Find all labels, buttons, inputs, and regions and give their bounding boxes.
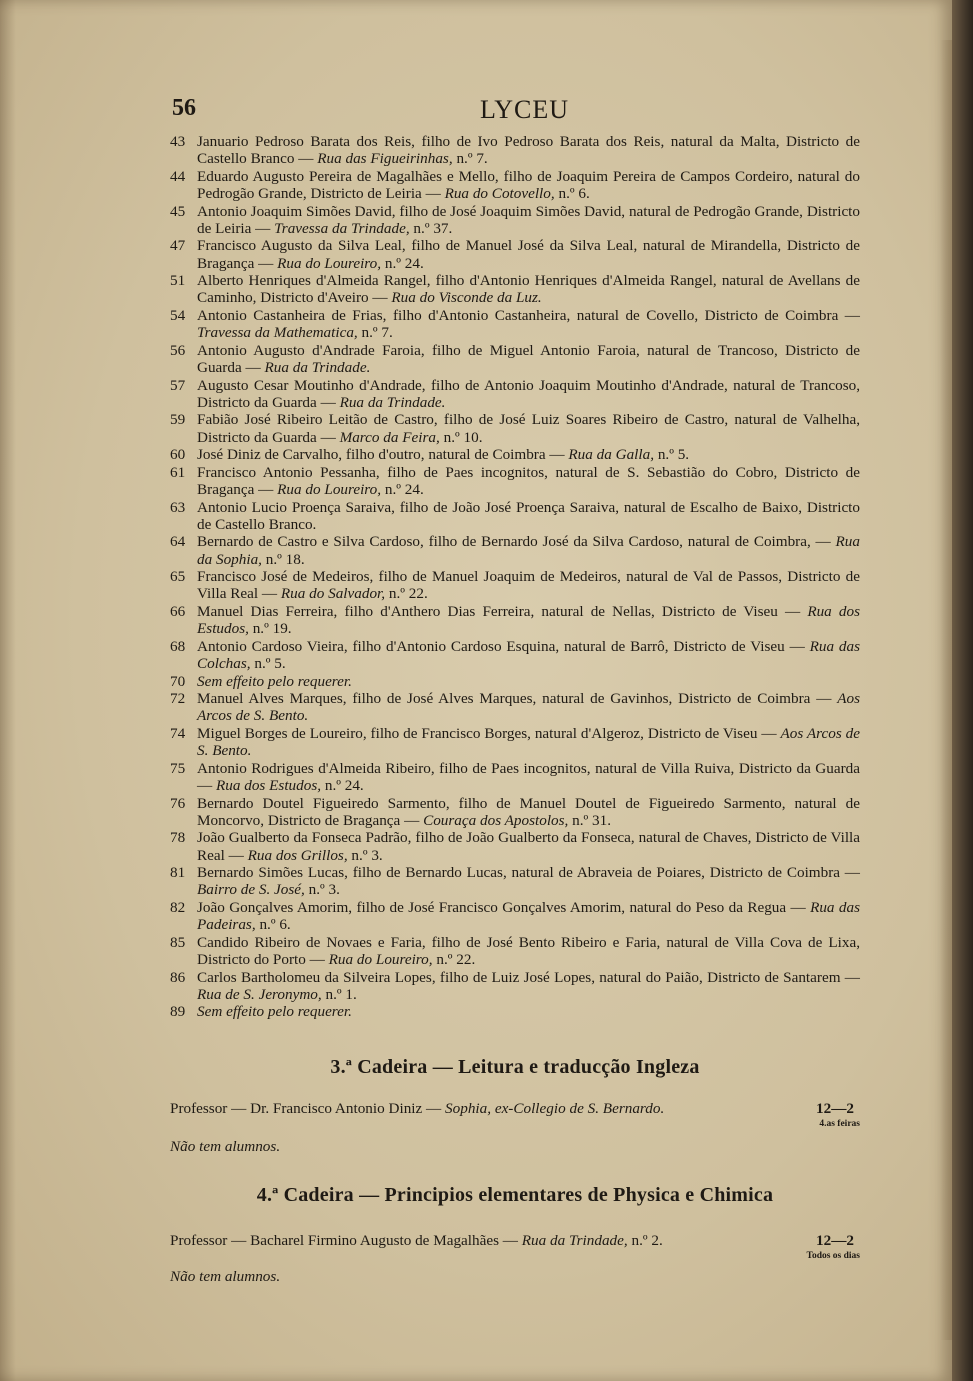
entry-address: Rua do Loureiro, xyxy=(328,950,433,968)
entry-address: Rua do Loureiro, xyxy=(277,480,382,498)
entry-address: Rua do Cotovello, xyxy=(444,185,555,202)
entry-address: Aos Arcos de S. Bento. xyxy=(197,690,860,725)
entry-address: Rua dos Grillos, xyxy=(247,846,348,864)
entry-house-number: n.º 24. xyxy=(321,776,364,794)
binding-shadow xyxy=(0,0,16,1381)
entry-number: 47 xyxy=(170,237,186,255)
entry-text: Candido Ribeiro de Novaes e Faria, filho de José Bento Ribeiro e Faria, natural de Villa Cova de Lixa, Districto do Porto — xyxy=(197,933,860,968)
list-item xyxy=(170,307,860,341)
section-4-professor-name: Professor — Bacharel Firmino Augusto de Magalhães — xyxy=(170,1232,522,1249)
entry-address: Sem effeito pelo requerer. xyxy=(197,1003,352,1021)
section-4-heading: 4.ª Cadeira — Principios elementares de Physica e Chimica xyxy=(256,1184,774,1206)
list-item xyxy=(170,237,860,271)
list-item xyxy=(170,568,860,602)
entry-number: 45 xyxy=(170,202,186,220)
entry-house-number: n.º 7. xyxy=(357,324,393,342)
entry-text: Francisco José de Medeiros, filho de Manuel Joaquim de Medeiros, natural de Val de Passos, Districto de Villa Real — xyxy=(197,568,860,603)
entry-number: 60 xyxy=(170,446,186,464)
entry-address: Rua dos Estudos, xyxy=(215,776,322,794)
section-3-professor-address: Sophia, ex-Collegio de S. Bernardo. xyxy=(445,1100,665,1117)
entry-house-number: n.º 5. xyxy=(250,654,286,672)
list-item xyxy=(170,795,860,829)
entry-number: 65 xyxy=(170,568,186,586)
entry-text: Miguel Borges de Loureiro, filho de Francisco Borges, natural d'Algeroz, Districto de Viseu — xyxy=(197,724,781,742)
entry-text: Antonio Castanheira de Frias, filho d'Antonio Castanheira, natural de Covello, Districto de Coimbra — xyxy=(197,306,860,324)
list-item xyxy=(170,499,860,533)
section-3-days: 4.as feiras xyxy=(819,1119,860,1129)
entry-house-number: n.º 37. xyxy=(409,219,453,237)
entry-number: 74 xyxy=(170,724,186,742)
list-item xyxy=(170,864,860,898)
entry-text: Manuel Alves Marques, filho de José Alves Marques, natural de Gavinhos, Districto de Coimbra — xyxy=(197,690,838,708)
section-3-hours: 12—2 xyxy=(816,1100,854,1117)
entry-number: 75 xyxy=(170,759,186,777)
entry-number: 86 xyxy=(170,968,186,986)
section-4-professor xyxy=(170,1232,663,1250)
list-item xyxy=(170,934,860,968)
section-4-professor-address: Rua da Trindade, xyxy=(521,1232,628,1249)
list-item xyxy=(170,272,860,306)
entry-text: Bernardo de Castro e Silva Cardoso, filho de Bernardo José da Silva Cardoso, natural de Coimbra, — xyxy=(197,533,836,551)
entry-house-number: n.º 24. xyxy=(381,254,424,272)
list-item xyxy=(170,899,860,933)
entry-house-number: n.º 22. xyxy=(432,950,476,968)
book-edge xyxy=(952,0,973,1381)
section-3-professor xyxy=(170,1100,664,1118)
list-item xyxy=(170,725,860,759)
entry-house-number: n.º 5. xyxy=(654,446,690,464)
entry-address: Rua dos Estudos, xyxy=(197,602,860,638)
entry-text: Francisco Antonio Pessanha, filho de Paes incognitos, natural de S. Sebastião do Cobro, Districto de Bragança — xyxy=(197,463,860,498)
section-4-days: Todos os dias xyxy=(806,1251,860,1261)
entry-house-number: n.º 10. xyxy=(439,428,483,446)
list-item xyxy=(170,377,860,411)
entry-number: 57 xyxy=(170,376,186,394)
list-item xyxy=(170,342,860,376)
entry-house-number: n.º 19. xyxy=(248,620,292,638)
list-item xyxy=(170,603,860,637)
list-item xyxy=(170,969,860,1003)
entry-number: 81 xyxy=(170,864,186,882)
entry-number: 44 xyxy=(170,167,186,185)
entry-text: Alberto Henriques d'Almeida Rangel, filho d'Antonio Henriques d'Almeida Rangel, natural de Avellans de Caminho, Districto d'Aveiro — xyxy=(197,272,860,307)
entry-address: Rua da Sophia, xyxy=(197,533,860,568)
entry-text: Fabião José Ribeiro Leitão de Castro, filho de José Luiz Soares Ribeiro de Castro, natural de Valhelha, Districto da Guarda — xyxy=(197,411,860,446)
entry-number: 82 xyxy=(170,898,186,916)
entry-number: 63 xyxy=(170,498,186,516)
entry-text: Antonio Cardoso Vieira, filho d'Antonio Cardoso Esquina, natural de Barrô, Districto de Viseu — xyxy=(197,637,810,655)
entry-number: 51 xyxy=(170,272,186,290)
section-4-professor-row xyxy=(170,1232,860,1266)
entry-address: Rua da Trindade. xyxy=(339,393,446,411)
entry-house-number: n.º 3. xyxy=(304,881,340,899)
section-3-heading: 3.ª Cadeira — Leitura e traducção Ingleza xyxy=(330,1056,700,1078)
entry-text: Augusto Cesar Moutinho d'Andrade, filho de Antonio Joaquim Moutinho d'Andrade, natural de Trancoso, Districto da Guarda — xyxy=(197,376,860,411)
entry-address: Marco da Feira, xyxy=(339,428,440,446)
entry-text: Bernardo Doutel Figueiredo Sarmento, filho de Manuel Doutel de Figueiredo Sarmento, natural de Moncorvo, Districto de Bragança — xyxy=(197,794,860,829)
entry-number: 54 xyxy=(170,306,186,324)
entry-address: Sem effeito pelo requerer. xyxy=(197,672,352,690)
entry-text: Antonio Joaquim Simões David, filho de José Joaquim Simões David, natural de Pedrogão Grande, Districto de Leiria — xyxy=(197,202,860,237)
entry-text: João Gualberto da Fonseca Padrão, filho de João Gualberto da Fonseca, natural de Chaves, Districto de Villa Real — xyxy=(197,829,860,864)
entry-address: Travessa da Mathematica, xyxy=(197,324,358,342)
entry-address: Bairro de S. José, xyxy=(197,881,305,899)
section-4-professor-number: n.º 2. xyxy=(627,1232,663,1249)
list-item xyxy=(170,464,860,498)
entry-text: Antonio Rodrigues d'Almeida Ribeiro, filho de Paes incognitos, natural de Villa Ruiva, Districto da Guarda — xyxy=(197,759,860,794)
entry-text: Manuel Dias Ferreira, filho d'Anthero Dias Ferreira, natural de Nellas, Districto de Viseu — xyxy=(197,602,808,620)
section-4-note: Não tem alumnos. xyxy=(170,1268,281,1285)
running-title: LYCEU xyxy=(480,95,570,124)
entry-address: Couraça dos Apostolos, xyxy=(423,811,569,829)
page-header xyxy=(0,95,952,127)
entry-house-number: n.º 6. xyxy=(255,916,291,934)
entry-number: 66 xyxy=(170,602,186,620)
entry-house-number: n.º 18. xyxy=(261,550,305,568)
entry-number: 43 xyxy=(170,133,186,150)
entry-address: Rua das Colchas, xyxy=(197,637,860,672)
entry-address: Rua da Trindade. xyxy=(264,358,371,376)
entry-address: Rua do Visconde da Luz. xyxy=(391,289,542,307)
page-edge-shade xyxy=(940,40,952,1340)
list-item xyxy=(170,411,860,445)
entry-address: Rua das Figueirinhas, xyxy=(317,150,453,168)
entry-house-number: n.º 31. xyxy=(568,811,612,829)
entry-text: Eduardo Augusto Pereira de Magalhães e Mello, filho de Joaquim Pereira de Campos Cordeiro, natural do Pedrogão Grande, Districto de Leiria — xyxy=(197,167,860,202)
list-item xyxy=(170,638,860,672)
entry-number: 61 xyxy=(170,463,186,481)
list-item xyxy=(170,533,860,567)
list-item xyxy=(170,760,860,794)
section-3-professor-name: Professor — Dr. Francisco Antonio Diniz — xyxy=(170,1100,446,1117)
entry-number: 68 xyxy=(170,637,186,655)
entry-text: Antonio Augusto d'Andrade Faroia, filho de Miguel Antonio Faroia, natural de Trancoso, Districto de Guarda — xyxy=(197,341,860,376)
entry-address: Rua do Salvador, xyxy=(280,585,386,603)
list-item xyxy=(170,446,860,463)
entry-address: Rua de S. Jeronymo, xyxy=(197,985,322,1003)
entry-house-number: n.º 6. xyxy=(554,185,590,202)
entry-address: Travessa da Trindade, xyxy=(274,219,410,237)
list-item xyxy=(170,168,860,202)
page-number: 56 xyxy=(172,95,196,121)
entry-text: Bernardo Simões Lucas, filho de Bernardo Lucas, natural de Abraveia de Poiares, Districto de Coimbra — xyxy=(197,864,860,882)
list-item xyxy=(170,673,860,690)
section-3-professor-row xyxy=(170,1100,860,1134)
entry-number: 76 xyxy=(170,794,186,812)
entry-text: João Gonçalves Amorim, filho de José Francisco Gonçalves Amorim, natural do Peso da Regua — xyxy=(197,898,811,916)
list-item xyxy=(170,133,860,167)
entry-number: 89 xyxy=(170,1003,186,1021)
list-item xyxy=(170,829,860,863)
entry-number: 70 xyxy=(170,672,186,690)
student-list xyxy=(170,133,860,1021)
entry-house-number: n.º 3. xyxy=(347,846,383,864)
entry-number: 59 xyxy=(170,411,186,429)
entry-address: Rua do Loureiro, xyxy=(277,254,382,272)
entry-house-number: n.º 1. xyxy=(321,985,357,1003)
list-item xyxy=(170,690,860,724)
entry-address: Aos Arcos de S. Bento. xyxy=(197,724,860,760)
entry-text: Francisco Augusto da Silva Leal, filho de Manuel José da Silva Leal, natural de Mirandella, Districto de Bragança — xyxy=(197,237,860,272)
section-4-hours: 12—2 xyxy=(816,1232,854,1249)
entry-address: Rua da Galla, xyxy=(568,446,655,464)
entry-house-number: n.º 22. xyxy=(385,585,428,603)
entry-text: Januario Pedroso Barata dos Reis, filho de Ivo Pedroso Barata dos Reis, natural da Malta, Districto de Castello Branco — xyxy=(197,133,860,168)
entry-number: 56 xyxy=(170,341,186,359)
entry-address: Rua das Padeiras, xyxy=(197,898,860,934)
entry-text: José Diniz de Carvalho, filho d'outro, natural de Coimbra — xyxy=(197,446,569,464)
entry-house-number: n.º 24. xyxy=(381,480,424,498)
entry-number: 78 xyxy=(170,829,186,847)
entry-number: 72 xyxy=(170,690,186,708)
entry-house-number: n.º 7. xyxy=(452,150,488,168)
entry-text: Carlos Bartholomeu da Silveira Lopes, filho de Luiz José Lopes, natural do Paião, Districto de Santarem — xyxy=(197,968,860,986)
entry-number: 85 xyxy=(170,933,186,951)
list-item xyxy=(170,1003,860,1020)
entry-text: Antonio Lucio Proença Saraiva, filho de João José Proença Saraiva, natural de Escalho de Baixo, Districto de Castello Branco. xyxy=(197,498,860,533)
section-3-note: Não tem alumnos. xyxy=(170,1138,281,1155)
entry-number: 64 xyxy=(170,533,186,551)
list-item xyxy=(170,203,860,237)
